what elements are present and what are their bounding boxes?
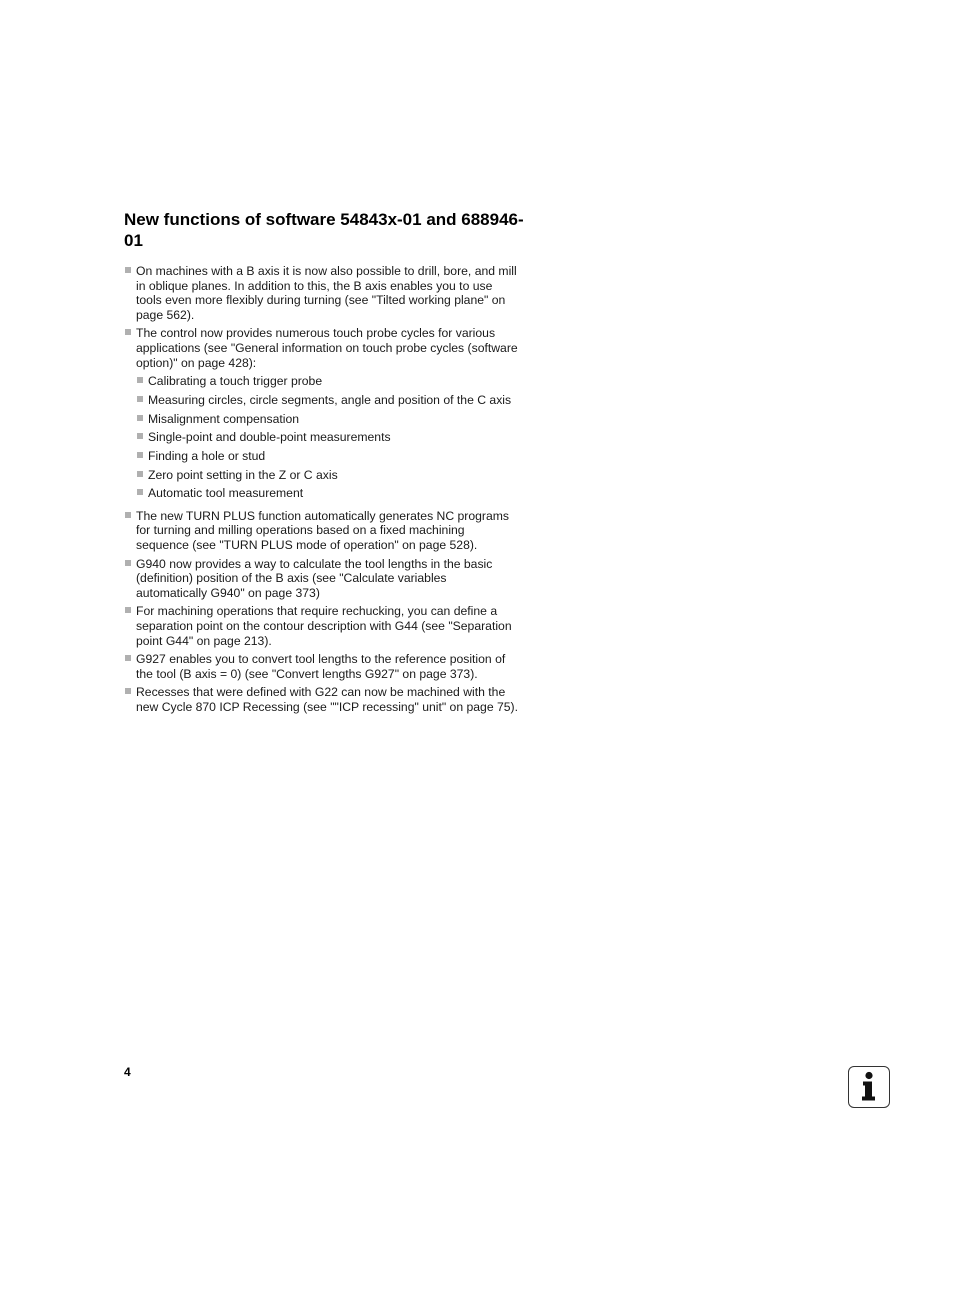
sublist-item: Misalignment compensation [136,412,520,427]
list-item-text: For machining operations that require rechucking, you can define a separation point on the contour description with G44 (see "Separation point G44" on page 213). [136,604,512,648]
list-item-text: The control now provides numerous touch probe cycles for various applications (see "General information on touch probe cycles (software option)" on page 428): [136,326,518,370]
list-item [124,509,520,553]
list-item-text: G927 enables you to convert tool lengths to the reference position of the tool (B axis = 0) (see "Convert lengths G927" on page 373). [136,652,506,681]
list-item-text: G940 now provides a way to calculate the tool lengths in the basic (definition) position of the B axis (see "Calculate variables automatically G940" on page 373) [136,556,493,600]
info-icon-glyph [849,1067,888,1106]
list-item [124,604,520,648]
sublist-item: Calibrating a touch trigger probe [136,374,520,389]
list-item [124,557,520,601]
feature-list-container [124,264,520,719]
sublist-item: Zero point setting in the Z or C axis [136,468,520,483]
list-item-text: The new TURN PLUS function automatically generates NC programs for turning and milling operations based on a fixed machining sequence (see "TURN PLUS mode of operation" on page 528). [136,508,510,553]
list-item-text: Recesses that were defined with G22 can now be machined with the new Cycle 870 ICP Recessing (see ""ICP recessing" unit" on page 75). [136,685,519,714]
info-icon [848,1066,890,1108]
list-item [124,264,520,322]
list-item [124,685,520,714]
sublist-item: Finding a hole or stud [136,449,520,464]
page-number: 4 [124,1065,131,1079]
section-heading: New functions of software 54843x-01 and 688946-01 [124,210,524,250]
list-item [124,326,520,501]
sublist-item: Automatic tool measurement [136,486,520,501]
list-item-text: On machines with a B axis it is now also possible to drill, bore, and mill in oblique planes. In addition to this, the B axis enables you to use tools even more flexibly during turning (see "Tilted working plane" on page 562). [136,264,517,322]
touch-probe-sublist [136,374,520,501]
sublist-item: Single-point and double-point measurements [136,430,520,445]
sublist-item: Measuring circles, circle segments, angle and position of the C axis [136,393,520,408]
list-item [124,652,520,681]
feature-list [124,264,520,715]
